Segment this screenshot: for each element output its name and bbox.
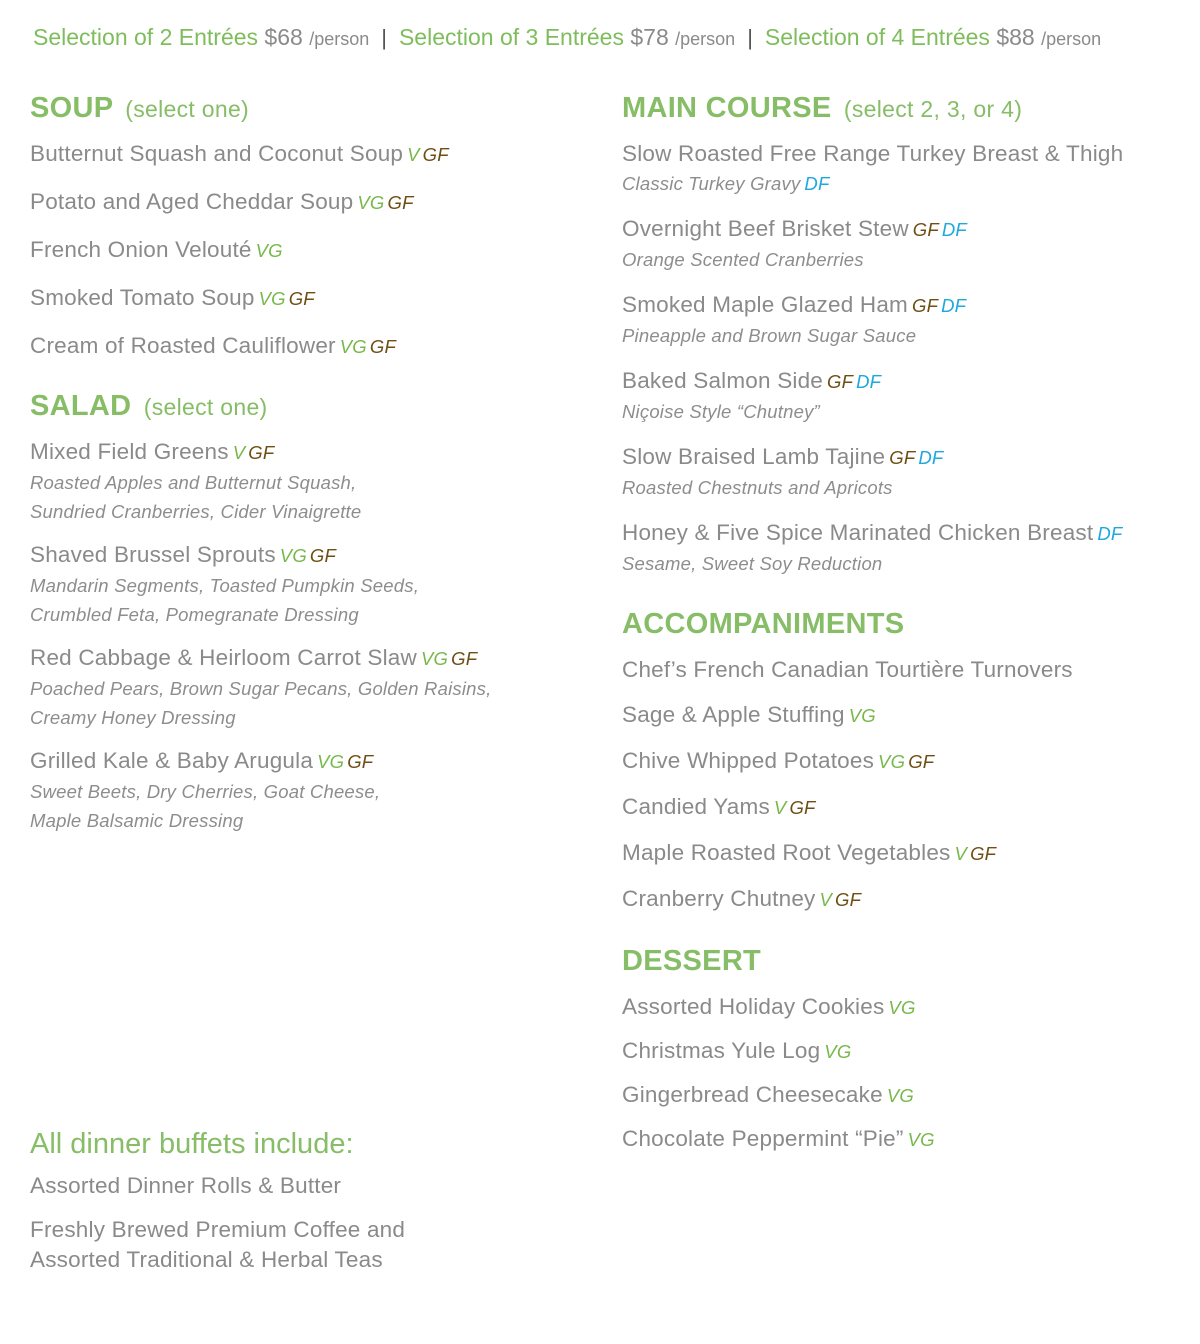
menu-item-description-text: Orange Scented Cranberries bbox=[622, 249, 864, 270]
salad-section bbox=[30, 390, 590, 835]
menu-item bbox=[30, 187, 590, 218]
menu-item-description-text: Crumbled Feta, Pomegranate Dressing bbox=[30, 604, 359, 625]
menu-item bbox=[622, 139, 1192, 198]
vegetarian-tag: V bbox=[407, 144, 420, 165]
menu-item bbox=[30, 283, 590, 314]
menu-item bbox=[622, 442, 1192, 502]
dairy-free-tag: DF bbox=[856, 371, 882, 392]
menu-item-description-text: Sesame, Sweet Soy Reduction bbox=[622, 553, 883, 574]
menu-item-name bbox=[622, 139, 1192, 169]
gluten-free-tag: GF bbox=[889, 447, 916, 468]
section-subtitle: (select one) bbox=[125, 96, 250, 122]
price-option-3 bbox=[399, 24, 735, 50]
vegetarian-tag: V bbox=[773, 797, 787, 818]
section-title bbox=[30, 92, 590, 125]
menu-item-name bbox=[622, 655, 1192, 685]
price-option-4 bbox=[765, 24, 1101, 50]
menu-item-title: Cream of Roasted Cauliflower bbox=[30, 333, 336, 358]
menu-item-description-text: Maple Balsamic Dressing bbox=[30, 810, 244, 831]
accompaniments-section bbox=[622, 608, 1192, 915]
menu-item-description-text: Pineapple and Brown Sugar Sauce bbox=[622, 325, 917, 346]
vegan-tag: VG bbox=[258, 288, 286, 309]
price-separator: | bbox=[747, 25, 753, 50]
menu-item-description-text: Roasted Apples and Butternut Squash, bbox=[30, 472, 357, 493]
gluten-free-tag: GF bbox=[387, 192, 414, 213]
menu-item-name bbox=[622, 1124, 1192, 1155]
menu-item-description bbox=[622, 473, 1192, 502]
menu-item bbox=[30, 331, 590, 362]
gluten-free-tag: GF bbox=[789, 797, 816, 818]
price-value: $78 bbox=[630, 24, 669, 50]
menu-item bbox=[30, 139, 590, 170]
menu-item-description-text: Sweet Beets, Dry Cherries, Goat Cheese, bbox=[30, 781, 381, 802]
menu-item-description bbox=[30, 600, 590, 629]
vegan-tag: VG bbox=[886, 1085, 914, 1106]
gluten-free-tag: GF bbox=[827, 371, 854, 392]
menu-item-title: Chocolate Peppermint “Pie” bbox=[622, 1126, 904, 1151]
menu-item bbox=[622, 1124, 1192, 1155]
menu-item-title: Chef’s French Canadian Tourtière Turnovers bbox=[622, 657, 1073, 682]
menu-item-description-text: Roasted Chestnuts and Apricots bbox=[622, 477, 893, 498]
menu-item-title: Smoked Tomato Soup bbox=[30, 285, 255, 310]
menu-item bbox=[622, 214, 1192, 274]
gluten-free-tag: GF bbox=[288, 288, 315, 309]
menu-item bbox=[622, 518, 1192, 578]
menu-item bbox=[622, 992, 1192, 1023]
menu-item-name bbox=[622, 838, 1192, 869]
menu-item bbox=[622, 1036, 1192, 1067]
menu-item-name bbox=[622, 1080, 1192, 1111]
price-per: /person bbox=[1041, 29, 1102, 49]
menu-item-name bbox=[622, 700, 1192, 731]
gluten-free-tag: GF bbox=[912, 219, 939, 240]
section-title-text: MAIN COURSE bbox=[622, 92, 832, 124]
menu-item bbox=[622, 366, 1192, 426]
left-column bbox=[30, 92, 590, 835]
menu-item-description bbox=[30, 806, 590, 835]
menu-item-description-text: Sundried Cranberries, Cider Vinaigrette bbox=[30, 501, 362, 522]
vegan-tag: VG bbox=[317, 751, 345, 772]
menu-item bbox=[30, 437, 590, 526]
menu-item-description-text: Niçoise Style “Chutney” bbox=[622, 401, 820, 422]
menu-item-title: Maple Roasted Root Vegetables bbox=[622, 840, 951, 865]
menu-item-title: Potato and Aged Cheddar Soup bbox=[30, 189, 354, 214]
right-column bbox=[622, 92, 1192, 1155]
vegan-tag: VG bbox=[357, 192, 385, 213]
soup-section bbox=[30, 92, 590, 362]
price-label: Selection of 4 Entrées bbox=[764, 24, 990, 50]
menu-item-description bbox=[30, 777, 590, 806]
menu-item bbox=[622, 700, 1192, 731]
section-title-text: SALAD bbox=[30, 390, 132, 422]
gluten-free-tag: GF bbox=[835, 889, 862, 910]
section-title bbox=[622, 608, 1192, 641]
vegetarian-tag: V bbox=[954, 843, 968, 864]
price-per: /person bbox=[309, 29, 370, 49]
vegan-tag: VG bbox=[888, 997, 916, 1018]
section-title bbox=[622, 92, 1192, 125]
vegan-tag: VG bbox=[878, 751, 906, 772]
menu-item-description bbox=[30, 468, 590, 497]
menu-item-name bbox=[622, 442, 1192, 473]
menu-item-name bbox=[622, 746, 1192, 777]
menu-item-description bbox=[30, 674, 590, 703]
menu-item-title: Christmas Yule Log bbox=[622, 1038, 821, 1063]
menu-item-description bbox=[622, 321, 1192, 350]
vegetarian-tag: V bbox=[232, 442, 246, 463]
gluten-free-tag: GF bbox=[309, 545, 337, 566]
vegan-tag: VG bbox=[824, 1041, 852, 1062]
gluten-free-tag: GF bbox=[347, 751, 374, 772]
menu-item bbox=[30, 643, 590, 732]
menu-item-name bbox=[622, 792, 1192, 823]
menu-item bbox=[30, 235, 590, 266]
menu-item bbox=[622, 655, 1192, 685]
price-value: $88 bbox=[996, 24, 1035, 50]
menu-item-name bbox=[622, 884, 1192, 915]
vegan-tag: VG bbox=[339, 336, 367, 357]
menu-item-name bbox=[622, 290, 1192, 321]
section-title-text: SOUP bbox=[30, 92, 113, 124]
menu-item-name bbox=[622, 214, 1192, 245]
menu-item bbox=[622, 792, 1192, 823]
menu-item-description bbox=[622, 245, 1192, 274]
dairy-free-tag: DF bbox=[941, 219, 967, 240]
price-value: $68 bbox=[264, 24, 303, 50]
price-per: /person bbox=[675, 29, 736, 49]
gluten-free-tag: GF bbox=[248, 442, 275, 463]
buffet-lines bbox=[30, 1171, 590, 1275]
vegetarian-tag: V bbox=[819, 889, 833, 910]
menu-item-name bbox=[622, 366, 1192, 397]
menu-item-description bbox=[30, 703, 590, 732]
menu-item-title: Chive Whipped Potatoes bbox=[622, 748, 875, 773]
menu-item-description-text: Classic Turkey Gravy bbox=[622, 173, 801, 194]
menu-item-title: Grilled Kale & Baby Arugula bbox=[30, 748, 314, 773]
section-title bbox=[30, 390, 590, 423]
main-course-section bbox=[622, 92, 1192, 578]
menu-item bbox=[622, 1080, 1192, 1111]
gluten-free-tag: GF bbox=[970, 843, 997, 864]
gluten-free-tag: GF bbox=[422, 144, 449, 165]
menu-item-title: Slow Roasted Free Range Turkey Breast & Thigh bbox=[622, 141, 1124, 166]
vegan-tag: VG bbox=[420, 648, 449, 669]
menu-item-title: Sage & Apple Stuffing bbox=[622, 702, 845, 727]
menu-item-name bbox=[622, 518, 1192, 549]
menu-item-title: Honey & Five Spice Marinated Chicken Breast bbox=[622, 520, 1094, 545]
price-label: Selection of 3 Entrées bbox=[398, 24, 624, 50]
menu-item-name bbox=[30, 437, 590, 468]
menu-item-name bbox=[622, 992, 1192, 1023]
price-label: Selection of 2 Entrées bbox=[33, 24, 259, 50]
menu-item-description-text: Creamy Honey Dressing bbox=[30, 707, 236, 728]
menu-item-title: Overnight Beef Brisket Stew bbox=[622, 216, 909, 241]
menu-item-title: Baked Salmon Side bbox=[622, 368, 824, 393]
dairy-free-tag: DF bbox=[918, 447, 944, 468]
menu-item-name bbox=[30, 331, 590, 362]
menu-item-name bbox=[30, 643, 590, 674]
menu-item bbox=[622, 838, 1192, 869]
vegan-tag: VG bbox=[907, 1129, 935, 1150]
dessert-section bbox=[622, 945, 1192, 1155]
vegan-tag: VG bbox=[848, 705, 876, 726]
buffet-item: Freshly Brewed Premium Coffee and bbox=[30, 1217, 406, 1242]
menu-item-description-text: Poached Pears, Brown Sugar Pecans, Golden Raisins, bbox=[30, 678, 492, 699]
buffet-item: Assorted Traditional & Herbal Teas bbox=[30, 1247, 383, 1272]
buffet-title: All dinner buffets include: bbox=[30, 1128, 354, 1160]
menu-item bbox=[30, 540, 590, 629]
section-title-text: DESSERT bbox=[622, 945, 762, 977]
menu-item-name bbox=[30, 139, 590, 170]
section-title-text: ACCOMPANIMENTS bbox=[622, 608, 905, 640]
menu-item bbox=[30, 746, 590, 835]
gluten-free-tag: GF bbox=[451, 648, 478, 669]
vegan-tag: VG bbox=[279, 545, 307, 566]
price-separator: | bbox=[381, 25, 387, 50]
menu-item-title: Slow Braised Lamb Tajine bbox=[622, 444, 886, 469]
menu-item-description bbox=[30, 571, 590, 600]
buffet-item: Assorted Dinner Rolls & Butter bbox=[30, 1173, 342, 1198]
menu-item-description-text: Mandarin Segments, Toasted Pumpkin Seeds, bbox=[30, 575, 420, 596]
gluten-free-tag: GF bbox=[908, 751, 935, 772]
menu-item-title: Mixed Field Greens bbox=[30, 439, 229, 464]
menu-item-title: Butternut Squash and Coconut Soup bbox=[30, 141, 404, 166]
menu-item-name bbox=[622, 1036, 1192, 1067]
menu-item-name bbox=[30, 540, 590, 571]
menu-item-description bbox=[622, 169, 1192, 198]
dairy-free-tag: DF bbox=[941, 295, 967, 316]
section-subtitle: (select one) bbox=[143, 394, 268, 420]
menu-item-title: Candied Yams bbox=[622, 794, 770, 819]
gluten-free-tag: GF bbox=[911, 295, 939, 316]
menu-item bbox=[622, 884, 1192, 915]
menu-item-title: Assorted Holiday Cookies bbox=[622, 994, 885, 1019]
menu-item-name bbox=[30, 235, 590, 266]
menu-item bbox=[622, 290, 1192, 350]
menu-item-title: Cranberry Chutney bbox=[622, 886, 816, 911]
section-subtitle: (select 2, 3, or 4) bbox=[843, 96, 1023, 122]
pricing-bar bbox=[33, 24, 1183, 51]
menu-item-name bbox=[30, 187, 590, 218]
vegan-tag: VG bbox=[255, 240, 283, 261]
menu-item-name bbox=[30, 746, 590, 777]
menu-item-name bbox=[30, 283, 590, 314]
buffet-includes bbox=[30, 1128, 590, 1275]
menu-item-title: Shaved Brussel Sprouts bbox=[30, 542, 276, 567]
section-title bbox=[622, 945, 1192, 978]
dairy-free-tag: DF bbox=[1097, 523, 1123, 544]
price-option-2 bbox=[33, 24, 369, 50]
menu-item-title: Red Cabbage & Heirloom Carrot Slaw bbox=[30, 645, 417, 670]
menu-item-description bbox=[622, 397, 1192, 426]
menu-item-description bbox=[622, 549, 1192, 578]
menu-item-title: Gingerbread Cheesecake bbox=[622, 1082, 883, 1107]
dairy-free-tag: DF bbox=[804, 173, 830, 194]
gluten-free-tag: GF bbox=[369, 336, 396, 357]
menu-item-title: French Onion Velouté bbox=[30, 237, 252, 262]
menu-item-description bbox=[30, 497, 590, 526]
menu-item bbox=[622, 746, 1192, 777]
menu-item-title: Smoked Maple Glazed Ham bbox=[622, 292, 908, 317]
